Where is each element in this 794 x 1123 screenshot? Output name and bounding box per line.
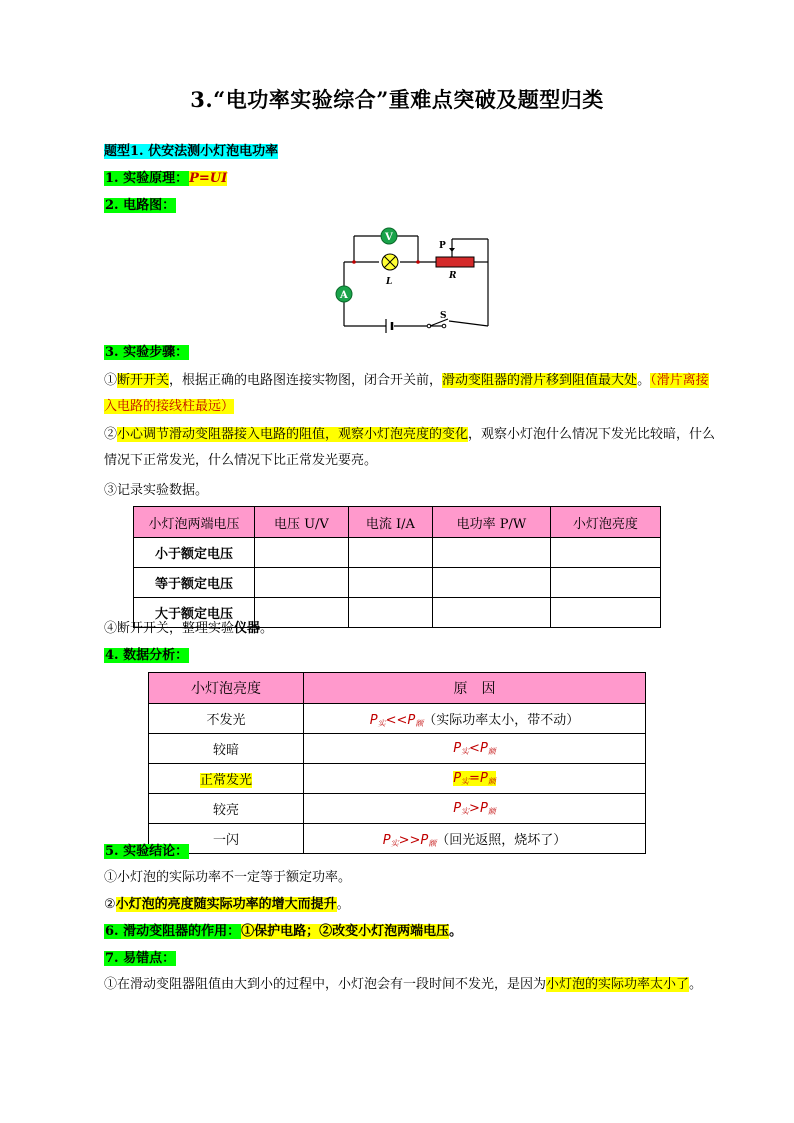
table-cell <box>433 538 551 568</box>
sub-actual: 实 <box>390 838 399 848</box>
p-rated: P <box>479 740 488 756</box>
table-header: 电压 U/V <box>255 507 349 538</box>
analysis-table <box>148 672 646 854</box>
step-1-text: ，根据正确的电路图连接实物图，闭合开关前， <box>169 373 443 388</box>
sub-actual: 实 <box>461 776 470 786</box>
brightness-cell: 较暗 <box>149 734 304 764</box>
sub-actual: 实 <box>377 718 386 728</box>
p-rated: P <box>479 800 488 816</box>
p-rated: P <box>420 832 429 848</box>
sub-actual: 实 <box>461 806 470 816</box>
principle-formula: P=UI <box>189 171 228 186</box>
table-row <box>134 538 661 568</box>
table-cell <box>433 598 551 628</box>
step-1-highlight-b: 滑动变阻器的滑片移到阻值最大处 <box>442 373 638 388</box>
table-header: 电流 I/A <box>348 507 432 538</box>
pitfall-1-text: ①在滑动变阻器阻值由大到小的过程中，小灯泡会有一段时间不发光，是因为 <box>104 977 547 992</box>
step-1-highlight-a: 断开开关 <box>117 373 170 388</box>
principle-label: 1. 实验原理： <box>105 171 189 186</box>
table-row <box>149 794 646 824</box>
table-cell <box>255 538 349 568</box>
analysis-label: 4. 数据分析： <box>105 648 189 663</box>
reason-cell <box>304 704 646 734</box>
table-cell <box>550 568 660 598</box>
sub-rated: 额 <box>487 806 496 816</box>
reason-cell <box>304 824 646 854</box>
rheostat-role-end: 。 <box>449 924 463 939</box>
table-cell <box>550 598 660 628</box>
brightness-highlight: 正常发光 <box>199 773 252 788</box>
table-header: 小灯泡亮度 <box>550 507 660 538</box>
step-4 <box>104 620 273 638</box>
sub-rated: 额 <box>428 838 437 848</box>
table-cell <box>433 568 551 598</box>
p-actual: P <box>453 740 462 756</box>
sub-rated: 额 <box>487 746 496 756</box>
step-2-highlight: 小心调节滑动变阻器接入电路的阻值，观察小灯泡亮度的变化 <box>117 427 469 442</box>
page-title: 3.“电功率实验综合”重难点突破及题型归类 <box>190 87 604 112</box>
table-cell <box>348 538 432 568</box>
steps-label: 3. 实验步骤： <box>105 345 189 360</box>
step-1-number: ① <box>104 373 118 388</box>
table-row <box>149 704 646 734</box>
step-4-text: ④断开开关，整理实验 <box>104 621 235 636</box>
table-header: 小灯泡两端电压 <box>134 507 255 538</box>
step-2-number: ② <box>104 427 118 442</box>
table-row <box>134 568 661 598</box>
row-label: 小于额定电压 <box>134 538 255 568</box>
ammeter-label: A <box>340 290 348 301</box>
pitfall-1-highlight: 小灯泡的实际功率太小了 <box>546 977 690 992</box>
row-label: 大于额定电压 <box>134 598 255 628</box>
rheostat-role-text: ①保护电路；②改变小灯泡两端电压 <box>241 924 450 939</box>
topic-prefix: 题型 <box>104 144 131 159</box>
conclusion-2-highlight: 小灯泡的亮度随实际功率的增大而提升 <box>115 897 337 912</box>
p-rated: P <box>479 770 488 786</box>
relation-symbol: >> <box>398 832 421 848</box>
reason-cell <box>304 764 646 794</box>
conclusion-1: ①小灯泡的实际功率不一定等于额定功率。 <box>104 870 352 885</box>
table-cell <box>550 538 660 568</box>
table-header-row <box>149 673 646 704</box>
table-cell <box>348 568 432 598</box>
table-cell <box>348 598 432 628</box>
power-relation <box>453 801 496 816</box>
conclusion-2-period: 。 <box>336 897 350 912</box>
voltmeter-label: V <box>385 232 393 243</box>
table-header-row <box>134 507 661 538</box>
step-4-bold: 仪器 <box>234 621 261 636</box>
pitfall-1 <box>104 972 719 998</box>
relation-symbol: = <box>469 770 480 786</box>
p-actual: P <box>369 712 378 728</box>
lamp-label: L <box>386 277 393 287</box>
reason-note: （回光返照，烧坏了） <box>436 832 567 848</box>
table-header: 电功率 P/W <box>433 507 551 538</box>
table-row <box>149 764 646 794</box>
data-record-table <box>133 506 661 628</box>
table-header: 小灯泡亮度 <box>149 673 304 704</box>
steps-line <box>104 344 189 362</box>
rheostat-label: R <box>449 271 457 281</box>
conclusion-2 <box>104 896 350 914</box>
slider-label: P <box>439 241 446 251</box>
circuit-line <box>104 197 176 215</box>
circuit-label: 2. 电路图： <box>105 198 176 213</box>
row-label: 等于额定电压 <box>134 568 255 598</box>
conclusion-2-number: ② <box>104 897 116 912</box>
step-1-note: （滑片离接入电路的接线柱最远） <box>104 373 709 414</box>
p-rated: P <box>407 712 416 728</box>
brightness-cell: 不发光 <box>149 704 304 734</box>
relation-symbol: < <box>469 740 480 756</box>
rheostat-role-label: 6. 滑动变阻器的作用： <box>105 924 241 939</box>
rheostat-role-line <box>104 923 462 941</box>
sub-actual: 实 <box>461 746 470 756</box>
power-relation <box>453 741 496 756</box>
table-cell <box>255 568 349 598</box>
step-4-period: 。 <box>260 621 274 636</box>
circuit-diagram <box>334 226 494 336</box>
conclusion-line <box>104 843 189 861</box>
table-row <box>149 734 646 764</box>
p-actual: P <box>382 832 391 848</box>
analysis-line <box>104 647 189 665</box>
reason-note: （实际功率太小，带不动） <box>423 712 580 728</box>
topic-heading <box>104 143 278 161</box>
reason-cell <box>304 794 646 824</box>
step-2 <box>104 422 719 474</box>
table-header: 原 因 <box>304 673 646 704</box>
pitfall-label: 7. 易错点： <box>105 951 176 966</box>
step-3: ③记录实验数据。 <box>104 483 209 498</box>
pitfall-1-period: 。 <box>689 977 703 992</box>
p-actual: P <box>453 770 462 786</box>
step-1-period: 。 <box>637 373 651 388</box>
power-relation <box>453 771 496 786</box>
brightness-cell <box>149 764 304 794</box>
principle-line <box>104 170 227 188</box>
power-relation <box>370 713 423 728</box>
brightness-cell: 较亮 <box>149 794 304 824</box>
reason-cell <box>304 734 646 764</box>
brightness-cell: 一闪 <box>149 824 304 854</box>
sub-rated: 额 <box>487 776 496 786</box>
table-row <box>149 824 646 854</box>
step-1 <box>104 368 719 420</box>
power-relation <box>383 833 436 848</box>
step-2-text: ，观察小灯泡什么情况下发光比较暗，什么情况下正常发光，什么情况下比正常发光要亮。 <box>104 427 716 468</box>
pitfall-line <box>104 950 176 968</box>
switch-label: S <box>440 311 447 321</box>
relation-symbol: > <box>469 800 480 816</box>
topic-name: 1. 伏安法测小灯泡电功率 <box>130 144 279 159</box>
relation-symbol: << <box>385 712 408 728</box>
p-actual: P <box>453 800 462 816</box>
conclusion-label: 5. 实验结论： <box>105 844 189 859</box>
sub-rated: 额 <box>415 718 424 728</box>
